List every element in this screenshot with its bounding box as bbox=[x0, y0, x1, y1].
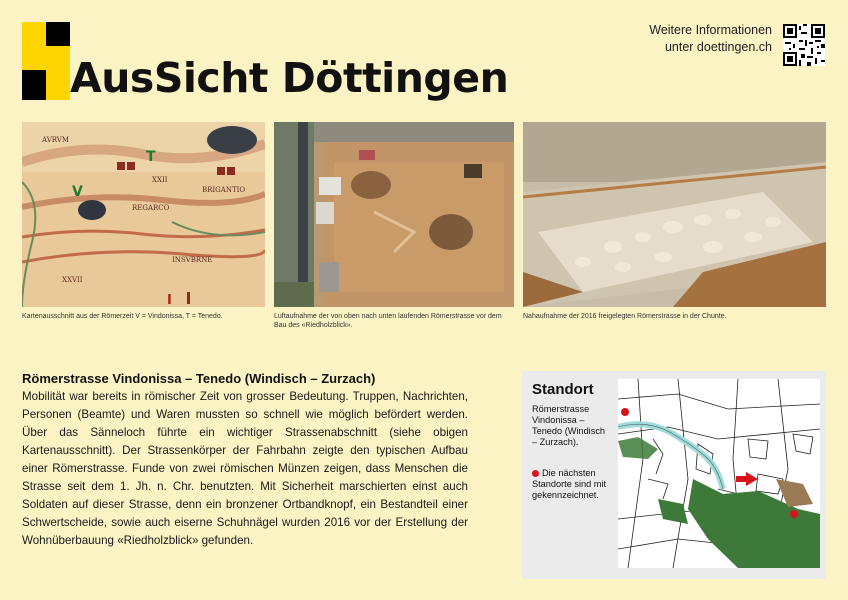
logo-square-yellow-3 bbox=[46, 70, 70, 100]
info-text bbox=[649, 22, 772, 56]
map-label-i: I bbox=[167, 293, 172, 307]
qr-code[interactable] bbox=[783, 24, 825, 66]
svg-text:AVRVM: AVRVM bbox=[42, 136, 70, 144]
info-line-1: Weitere Informationen bbox=[649, 23, 772, 37]
svg-text:XXII: XXII bbox=[152, 176, 168, 184]
standort-text: Römerstrasse Vindonissa – Tenedo (Windisch – Zurzach). bbox=[532, 404, 606, 447]
map-label-t: T bbox=[146, 149, 156, 165]
photo-caption-2: Luftaufnahme der von oben nach unten laufenden Römerstrasse vor dem Bau des «Riedholzblick». bbox=[274, 313, 502, 329]
photo-closeup bbox=[523, 122, 826, 307]
standort-box bbox=[522, 371, 826, 579]
logo-square-yellow-4 bbox=[22, 46, 46, 70]
svg-text:INSVBRNE: INSVBRNE bbox=[172, 256, 213, 264]
closeup-photo-image bbox=[523, 122, 826, 307]
location-map-image bbox=[618, 379, 820, 568]
article-body: Mobilität war bereits in römischer Zeit von grosser Bedeutung. Truppen, Nachrichten, Personen (Beamte) und Waren mussten so schnell wie möglich befördert werden. Über das Sänneloch führte ein wichtiger Strassenabschnitt (siehe obigen Kartenausschnitt). Der Strassenkörper der Fahrbahn zeigte den typischen Aufbau einer Römerstrasse. Funde von zwei römischen Münzen zeigen, dass Menschen die Strasse seit dem 1. Jh. n. Chr. benutzten. Mit Sicherheit marschierten einst auch Soldaten auf dieser Strasse, denn ein bronzener Ortbandknopf, ein Bestandteil einer Schwertscheide, sowie auch eiserne Schuhnägel wurden 2016 vor der Erstellung der Wohnüberbauung «Riedholzblick» gefunden. bbox=[22, 390, 468, 547]
location-map[interactable] bbox=[618, 379, 820, 568]
standort-legend bbox=[532, 468, 618, 501]
qr-code-icon bbox=[783, 24, 825, 66]
svg-text:REGARCO: REGARCO bbox=[132, 204, 170, 212]
legend-text: Die nächsten Standorte sind mit gekennzeichnet. bbox=[532, 468, 607, 500]
page-title: AusSicht Döttingen bbox=[70, 54, 509, 102]
svg-text:XXVII: XXVII bbox=[62, 276, 83, 284]
photo-caption-3: Nahaufnahme der 2016 freigelegten Römerstrasse in der Chunte. bbox=[523, 313, 727, 320]
photo-aerial bbox=[274, 122, 514, 307]
article-heading: Römerstrasse Vindonissa – Tenedo (Windisch – Zurzach) bbox=[22, 371, 376, 386]
photo-roman-map bbox=[22, 122, 265, 307]
logo-square-yellow-2 bbox=[46, 46, 70, 70]
svg-text:BRIGANTIO: BRIGANTIO bbox=[202, 186, 246, 194]
logo-square-yellow-1 bbox=[22, 22, 46, 46]
map-label-v: V bbox=[72, 184, 83, 200]
photo-caption-1: Kartenausschnitt aus der Römerzeit V = Vindonissa, T = Tenedo. bbox=[22, 313, 223, 320]
red-dot-icon bbox=[532, 470, 539, 477]
standort-title: Standort bbox=[532, 381, 594, 398]
info-line-2[interactable]: unter doettingen.ch bbox=[664, 40, 772, 54]
roman-map-image bbox=[22, 122, 265, 307]
aerial-photo-image bbox=[274, 122, 514, 307]
logo-square-black-1 bbox=[46, 22, 70, 46]
logo-square-black-2 bbox=[22, 70, 46, 100]
